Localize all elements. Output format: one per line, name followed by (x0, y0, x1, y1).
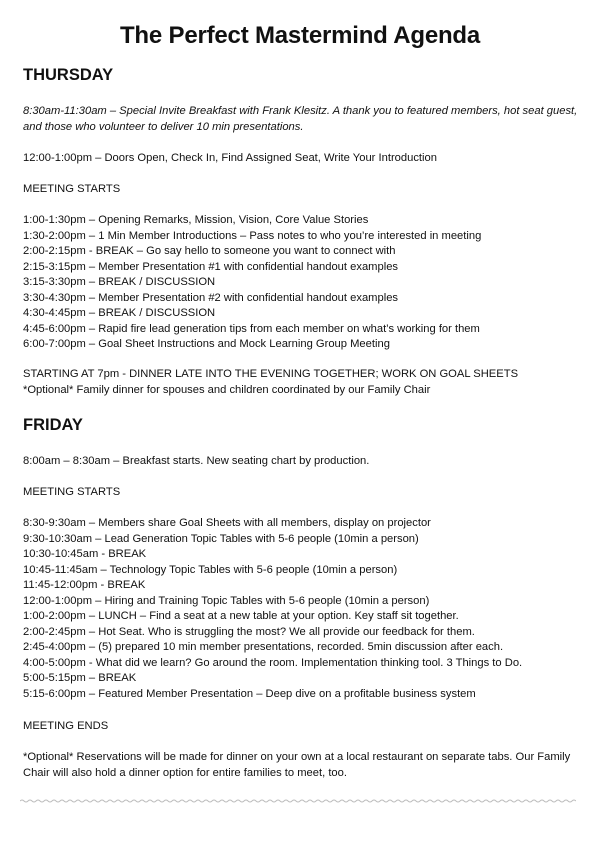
list-item: 1:00-2:00pm – LUNCH – Find a seat at a new table at your option. Key staff sit together. (23, 610, 459, 623)
thursday-schedule-list (23, 213, 481, 353)
thursday-evening-notes (23, 367, 518, 398)
list-item: 1:30-2:00pm – 1 Min Member Introductions – Pass notes to who you’re interested in meeting (23, 229, 482, 242)
list-item: 1:00-1:30pm – Opening Remarks, Mission, Vision, Core Value Stories (23, 214, 369, 226)
list-item: 5:00-5:15pm – BREAK (23, 672, 137, 685)
friday-heading: FRIDAY (23, 416, 83, 434)
thursday-heading: THURSDAY (23, 66, 114, 84)
list-item: 4:30-4:45pm – BREAK / DISCUSSION (23, 307, 216, 320)
list-item: 6:00-7:00pm – Goal Sheet Instructions and Mock Learning Group Meeting (23, 338, 390, 351)
list-item: 5:15-6:00pm – Featured Member Presentation – Deep dive on a profitable business system (23, 688, 476, 701)
family-dinner-note: *Optional* Family dinner for spouses and children coordinated by our Family Chair (23, 383, 431, 396)
list-item: 10:45-11:45am – Technology Topic Tables with 5-6 people (10min a person) (23, 563, 398, 576)
list-item: 2:15-3:15pm – Member Presentation #1 with confidential handout examples (23, 260, 399, 273)
page-title: The Perfect Mastermind Agenda (119, 22, 481, 49)
thursday-doors-open-text: 12:00-1:00pm – Doors Open, Check In, Find Assigned Seat, Write Your Introduction (23, 152, 437, 164)
list-item: 10:30-10:45am - BREAK (23, 548, 147, 561)
list-item: 9:30-10:30am – Lead Generation Topic Tables with 5-6 people (10min a person) (23, 532, 419, 545)
list-item: 3:15-3:30pm – BREAK / DISCUSSION (23, 276, 216, 289)
list-item: 2:00-2:15pm - BREAK – Go say hello to someone you want to connect with (23, 245, 396, 258)
thursday-meeting-starts-label: MEETING STARTS (23, 183, 121, 195)
list-item: 4:00-5:00pm - What did we learn? Go around the room. Implementation thinking tool. 3 Things to Do. (23, 656, 523, 669)
list-item: 12:00-1:00pm – Hiring and Training Topic Tables with 5-6 people (10min a person) (23, 594, 430, 607)
list-item: 8:30-9:30am – Members share Goal Sheets with all members, display on projector (23, 517, 431, 529)
list-item: 11:45-12:00pm - BREAK (23, 579, 146, 592)
meeting-ends-label: MEETING ENDS (23, 720, 109, 732)
list-item: 2:00-2:45pm – Hot Seat. Who is struggling the most? We all provide our feedback for them. (23, 625, 475, 638)
wavy-divider (20, 798, 576, 804)
friday-breakfast-text: 8:00am – 8:30am – Breakfast starts. New seating chart by production. (23, 455, 370, 467)
list-item: 4:45-6:00pm – Rapid fire lead generation tips from each member on what’s working for them (23, 322, 480, 335)
reservations-note: *Optional* Reservations will be made for dinner on your own at a local restaurant on separate tabs. Our Family Chair will also hold a dinner option for entire families to meet, too. (23, 751, 571, 779)
dinner-note: STARTING AT 7pm - DINNER LATE INTO THE EVENING TOGETHER; WORK ON GOAL SHEETS (23, 368, 519, 380)
list-item: 2:45-4:00pm – (5) prepared 10 min member presentations, recorded. 5min discussion after each. (23, 641, 504, 654)
friday-meeting-starts-label: MEETING STARTS (23, 486, 121, 498)
list-item: 3:30-4:30pm – Member Presentation #2 with confidential handout examples (23, 291, 399, 304)
friday-schedule-list (23, 516, 522, 703)
thursday-breakfast-text: 8:30am-11:30am – Special Invite Breakfast with Frank Klesitz. A thank you to featured members, hot seat guest, and those who volunteer to deliver 10 min presentations. (23, 105, 578, 133)
